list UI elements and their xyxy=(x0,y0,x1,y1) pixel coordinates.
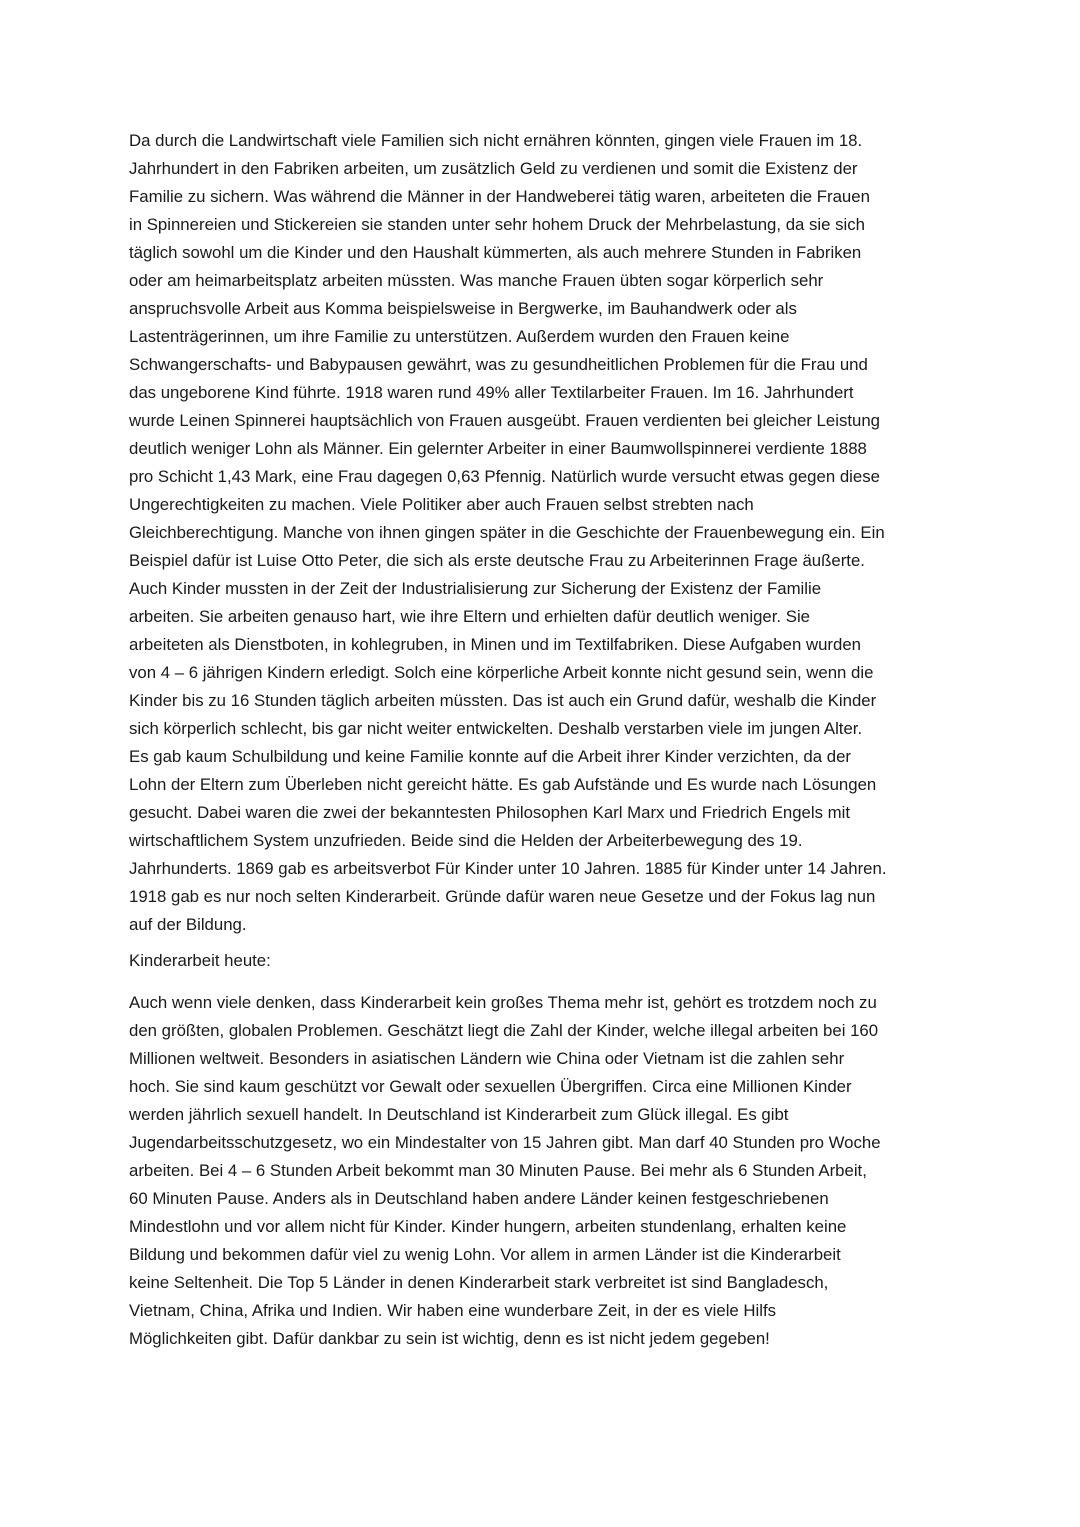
text-line: den größten, globalen Problemen. Geschätzt liegt die Zahl der Kinder, welche illegal arbeiten bei 160 xyxy=(129,1021,879,1040)
text-line: Millionen weltweit. Besonders in asiatischen Ländern wie China oder Vietnam ist die zahlen sehr xyxy=(129,1049,845,1068)
text-line: Jahrhundert in den Fabriken arbeiten, um zusätzlich Geld zu verdienen und somit die Existenz der xyxy=(129,159,858,178)
text-line: Lastenträgerinnen, um ihre Familie zu unterstützen. Außerdem wurden den Frauen keine xyxy=(129,327,790,346)
text-line: Kinder bis zu 16 Stunden täglich arbeiten müssten. Das ist auch ein Grund dafür, weshalb die Kinder xyxy=(129,691,877,710)
text-line: Jugendarbeitsschutzgesetz, wo ein Mindestalter von 15 Jahren gibt. Man darf 40 Stunden pro Woche xyxy=(129,1133,881,1152)
text-line: 60 Minuten Pause. Anders als in Deutschland haben andere Länder keinen festgeschriebenen xyxy=(129,1189,829,1208)
text-line: Da durch die Landwirtschaft viele Familien sich nicht ernähren könnten, gingen viele Frauen im 18. xyxy=(129,131,863,150)
text-line: Jahrhunderts. 1869 gab es arbeitsverbot Für Kinder unter 10 Jahren. 1885 für Kinder unter 14 Jahren. xyxy=(129,859,887,878)
text-line: Gleichberechtigung. Manche von ihnen gingen später in die Geschichte der Frauenbewegung ein. Ein xyxy=(129,523,885,542)
text-line: sich körperlich schlecht, bis gar nicht weiter entwickelten. Deshalb verstarben viele im jungen Alter. xyxy=(129,719,863,738)
paragraph-kinderarbeit-heute xyxy=(129,989,959,1353)
text-line: wurde Leinen Spinnerei hauptsächlich von Frauen ausgeübt. Frauen verdienten bei gleicher Leistung xyxy=(129,411,880,430)
spacer xyxy=(129,975,959,989)
text-line: arbeiten. Sie arbeiten genauso hart, wie ihre Eltern und erhielten dafür deutlich weniger. Sie xyxy=(129,607,811,626)
text-line: Familie zu sichern. Was während die Männer in der Handweberei tätig waren, arbeiteten die Frauen xyxy=(129,187,870,206)
text-line: hoch. Sie sind kaum geschützt vor Gewalt oder sexuellen Übergriffen. Circa eine Millionen Kinder xyxy=(129,1077,852,1096)
text-line: arbeiten. Bei 4 – 6 Stunden Arbeit bekommt man 30 Minuten Pause. Bei mehr als 6 Stunden Arbeit, xyxy=(129,1161,867,1180)
text-line: Vietnam, China, Afrika und Indien. Wir haben eine wunderbare Zeit, in der es viele Hilfs xyxy=(129,1301,777,1320)
spacer xyxy=(129,939,959,947)
text-line: Möglichkeiten gibt. Dafür dankbar zu sein ist wichtig, denn es ist nicht jedem gegeben! xyxy=(129,1329,770,1348)
text-line: Bildung und bekommen dafür viel zu wenig Lohn. Vor allem in armen Länder ist die Kinderarbeit xyxy=(129,1245,841,1264)
text-line: das ungeborene Kind führte. 1918 waren rund 49% aller Textilarbeiter Frauen. Im 16. Jahrhundert xyxy=(129,383,854,402)
paragraph-frauenarbeit xyxy=(129,127,959,939)
text-line: anspruchsvolle Arbeit aus Komma beispielsweise in Bergwerke, im Bauhandwerk oder als xyxy=(129,299,797,318)
text-line: Es gab kaum Schulbildung und keine Familie konnte auf die Arbeit ihrer Kinder verzichten, da der xyxy=(129,747,852,766)
text-line: pro Schicht 1,43 Mark, eine Frau dagegen 0,63 Pfennig. Natürlich wurde versucht etwas gegen diese xyxy=(129,467,880,486)
text-line: auf der Bildung. xyxy=(129,915,247,934)
text-line: Schwangerschafts- und Babypausen gewährt, was zu gesundheitlichen Problemen für die Frau und xyxy=(129,355,868,374)
text-line: Auch wenn viele denken, dass Kinderarbeit kein großes Thema mehr ist, gehört es trotzdem noch zu xyxy=(129,993,877,1012)
text-line: Beispiel dafür ist Luise Otto Peter, die sich als erste deutsche Frau zu Arbeiterinnen Frage äußerte. xyxy=(129,551,865,570)
section-heading: Kinderarbeit heute: xyxy=(129,951,271,970)
text-line: von 4 – 6 jährigen Kindern erledigt. Solch eine körperliche Arbeit konnte nicht gesund sein, wenn die xyxy=(129,663,874,682)
document-page xyxy=(129,127,959,1353)
text-line: oder am heimarbeitsplatz arbeiten müssten. Was manche Frauen übten sogar körperlich sehr xyxy=(129,271,824,290)
text-line: täglich sowohl um die Kinder und den Haushalt kümmerten, als auch mehrere Stunden in Fabriken xyxy=(129,243,862,262)
text-line: 1918 gab es nur noch selten Kinderarbeit. Gründe dafür waren neue Gesetze und der Fokus lag nun xyxy=(129,887,876,906)
text-line: gesucht. Dabei waren die zwei der bekanntesten Philosophen Karl Marx und Friedrich Engels mit xyxy=(129,803,851,822)
text-line: Lohn der Eltern zum Überleben nicht gereicht hätte. Es gab Aufstände und Es wurde nach Lösungen xyxy=(129,775,877,794)
text-line: deutlich weniger Lohn als Männer. Ein gelernter Arbeiter in einer Baumwollspinnerei verdiente 1888 xyxy=(129,439,867,458)
text-line: werden jährlich sexuell handelt. In Deutschland ist Kinderarbeit zum Glück illegal. Es gibt xyxy=(129,1105,789,1124)
text-line: keine Seltenheit. Die Top 5 Länder in denen Kinderarbeit stark verbreitet ist sind Bangladesch, xyxy=(129,1273,829,1292)
text-line: wirtschaftlichem System unzufrieden. Beide sind die Helden der Arbeiterbewegung des 19. xyxy=(129,831,803,850)
text-line: Mindestlohn und vor allem nicht für Kinder. Kinder hungern, arbeiten stundenlang, erhalten keine xyxy=(129,1217,847,1236)
text-line: arbeiteten als Dienstboten, in kohlegruben, in Minen und im Textilfabriken. Diese Aufgaben wurden xyxy=(129,635,861,654)
text-line: Auch Kinder mussten in der Zeit der Industrialisierung zur Sicherung der Existenz der Familie xyxy=(129,579,822,598)
text-line: in Spinnereien und Stickereien sie standen unter sehr hohem Druck der Mehrbelastung, da sie sich xyxy=(129,215,865,234)
text-line: Ungerechtigkeiten zu machen. Viele Politiker aber auch Frauen selbst strebten nach xyxy=(129,495,754,514)
